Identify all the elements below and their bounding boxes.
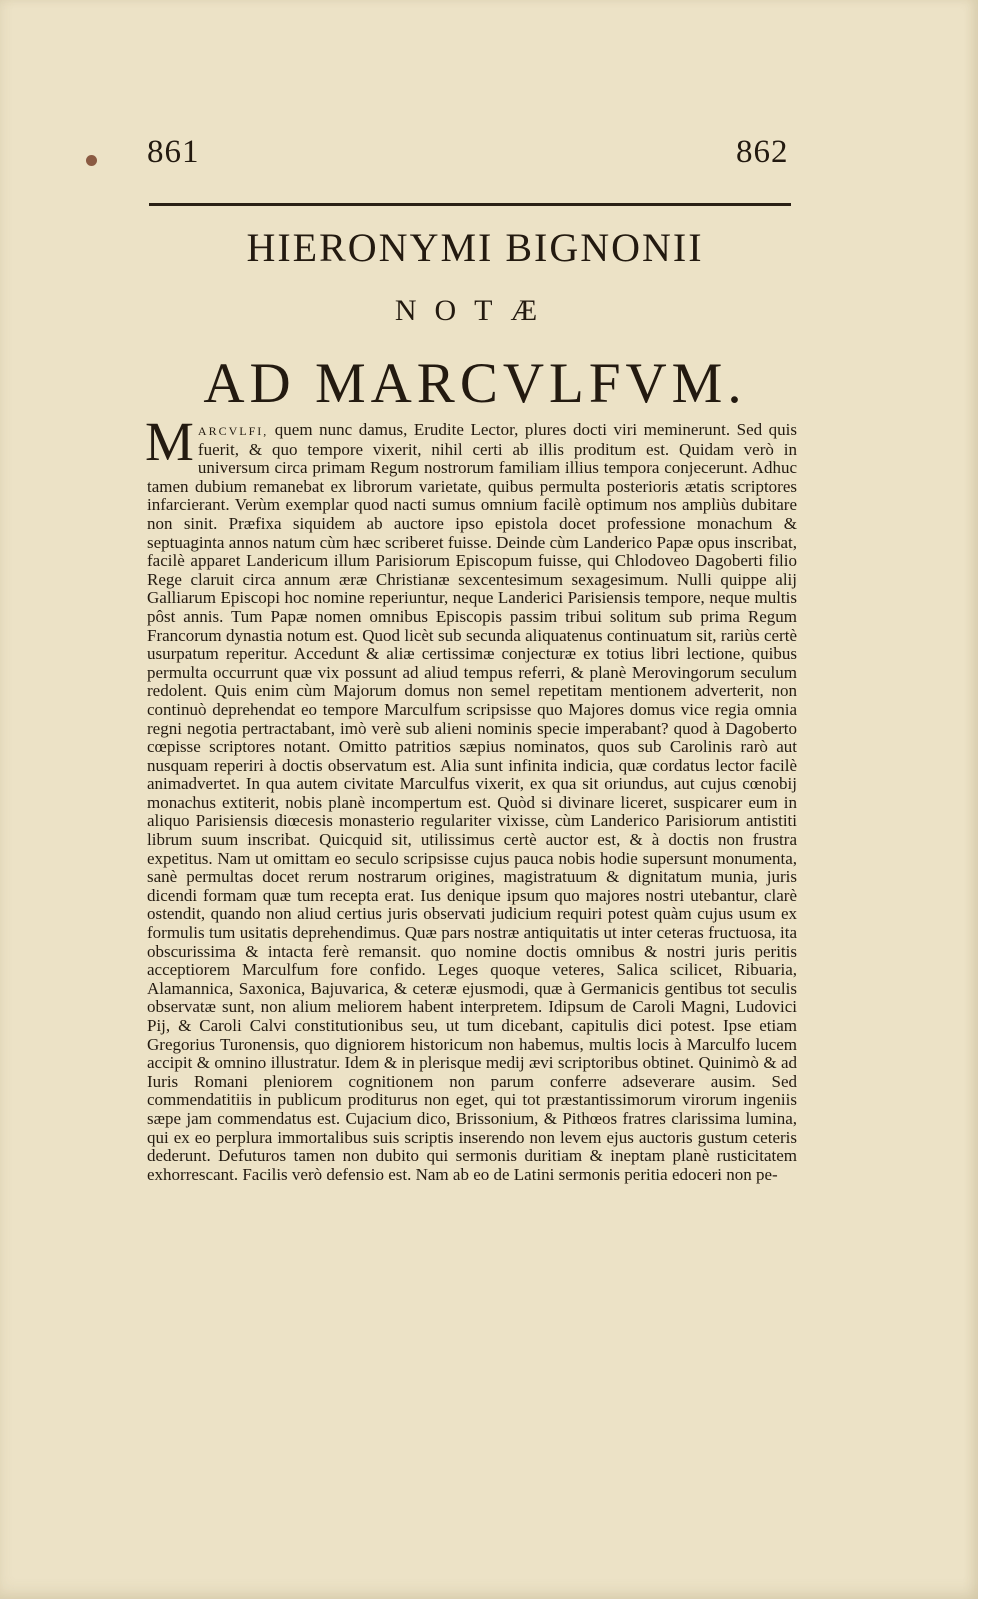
ink-spot	[86, 155, 97, 166]
scan-margin	[978, 0, 1000, 1599]
title-author: HIERONYMI BIGNONII	[246, 225, 704, 270]
page-number-left: 861	[147, 134, 200, 170]
title-subject: AD MARCVLFVM.	[203, 352, 747, 415]
page-number-right: 862	[736, 134, 789, 170]
paragraph-text: quem nunc damus, Erudite Lector, plures docti viri meminerunt. Sed quis fuerit, & quo tempore vixerit, nihil certi ab illis proditum est. Quidam verò in universum circa primam Regum nostrorum familiam illius tempora conjecerunt. Adhuc tamen dubium remanebat ex librorum varietate, quibus permulta posterioris ætatis scriptores infarcierant. Verùm exemplar quod nacti sumus omnium facilè optimum nos ampliùs dubitare non sinit. Præfixa siquidem ab auctore ipso epistola docet professione monachum & septuaginta annos natum cùm hæc scriberet fuisse. Deinde cùm Landerico Papæ opus inscribat, facilè apparet Landericum illum Parisiorum Episcopum fuisse, qui Chlodoveo Dagoberti filio Rege claruit circa annum æræ Christianæ sexcentesimum sexagesimum. Nulli quippe alij Galliarum Episcopi hoc nomine reperiuntur, neque Landerici Parisiensis tempore, neque multis pôst annis. Tum Papæ nomen omnibus Episcopis passim tribui solitum sub prima Regum Francorum dynastia notum est. Quod licèt sub secunda aliquatenus continuatum sit, rariùs certè usurpatum reperitur. Accedunt & aliæ certissimæ conjecturæ ex totius libri lectione, quibus permulta occurrunt quæ vix possunt ad aliud tempus referri, & planè Merovingorum seculum redolent. Quis enim cùm Majorum domus non semel repetitam mentionem adverterit, non continuò deprehendat eo tempore Marculfum scripsisse quo Majores domus vice regia omnia regni negotia pertractabant, imò verè sub alieni nominis specie imperabant? quod à Dagoberto cœpisse scriptores notant. Omitto patritios sæpius nominatos, quos sub Carolinis rarò aut nusquam reperiri à doctis observatum est. Alia sunt infinita indicia, quæ cordatus lector facilè animadvertet. In qua autem civitate Marculfus vixerit, ex qua sit oriundus, aut cujus cœnobij monachus extiterit, nobis planè incompertum est. Quòd si divinare liceret, suspicarer eum in aliquo Parisiensis diœcesis monasterio regulariter vixisse, cùm Landerico Parisiorum antistiti librum suum inscribat. Quicquid sit, utilissimus certè auctor est, & à doctis non frustra expetitus. Nam ut omittam eo seculo scripsisse cujus pauca nobis hodie supersunt monumenta, sanè permultas docet rerum nostrarum origines, magistratuum & dignitatum munia, juris dicendi formam quæ tum recepta erat. Ius denique ipsum quo majores nostri utebantur, clarè ostendit, quando non aliud certius juris observati judicium requiri potest quàm cujus usum ex formulis tum usitatis deprehendimus. Quæ pars nostræ antiquitatis ut inter ceteras fructuosa, ita obscurissima & intacta ferè remansit. quo nomine doctis omnibus & nostri juris peritis acceptiorem Marculfum fore confido. Leges quoque veteres, Salica scilicet, Ribuaria, Alamannica, Saxonica, Bajuvarica, & ceteræ ejusmodi, quæ à Germanicis gentibus tot seculis observatæ sunt, non alium meliorem habent interpretem. Idipsum de Caroli Magni, Ludovici Pij, & Caroli Calvi constitutionibus seu, ut tum dicebant, capitulis dici potest. Ipse etiam Gregorius Turonensis, quo digniorem historicum non habemus, multis locis à Marculfo lucem accipit & omnino illustratur. Idem & in plerisque medij ævi scriptoribus obtinet. Quinimò & ad Iuris Romani pleniorem cognitionem non parum conferre adseverare ausim. Sed commendatitiis in publicum proditurus non eget, qui tot præstantissimorum virorum ingeniis sæpe jam commendatus est. Cujacium dico, Brissonium, & Pithœos fratres clarissima lumina, qui ex eo perplura immortalibus suis scriptis inserendo non levem ejus auctoris gustum ceteris dederunt. Defuturos tamen non dubito qui sermonis duritiam & ineptam planè rusticitatem exhorrescant. Facilis verò defensio est. Nam ab eo de Latini sermonis peritia edoceri non pe-	[147, 420, 798, 1184]
opening-word: ARCVLFI,	[197, 424, 269, 438]
header-rule	[149, 203, 791, 206]
body-text	[145, 411, 798, 1184]
title-notae: NOTÆ	[394, 294, 556, 327]
drop-cap: M	[145, 411, 194, 472]
